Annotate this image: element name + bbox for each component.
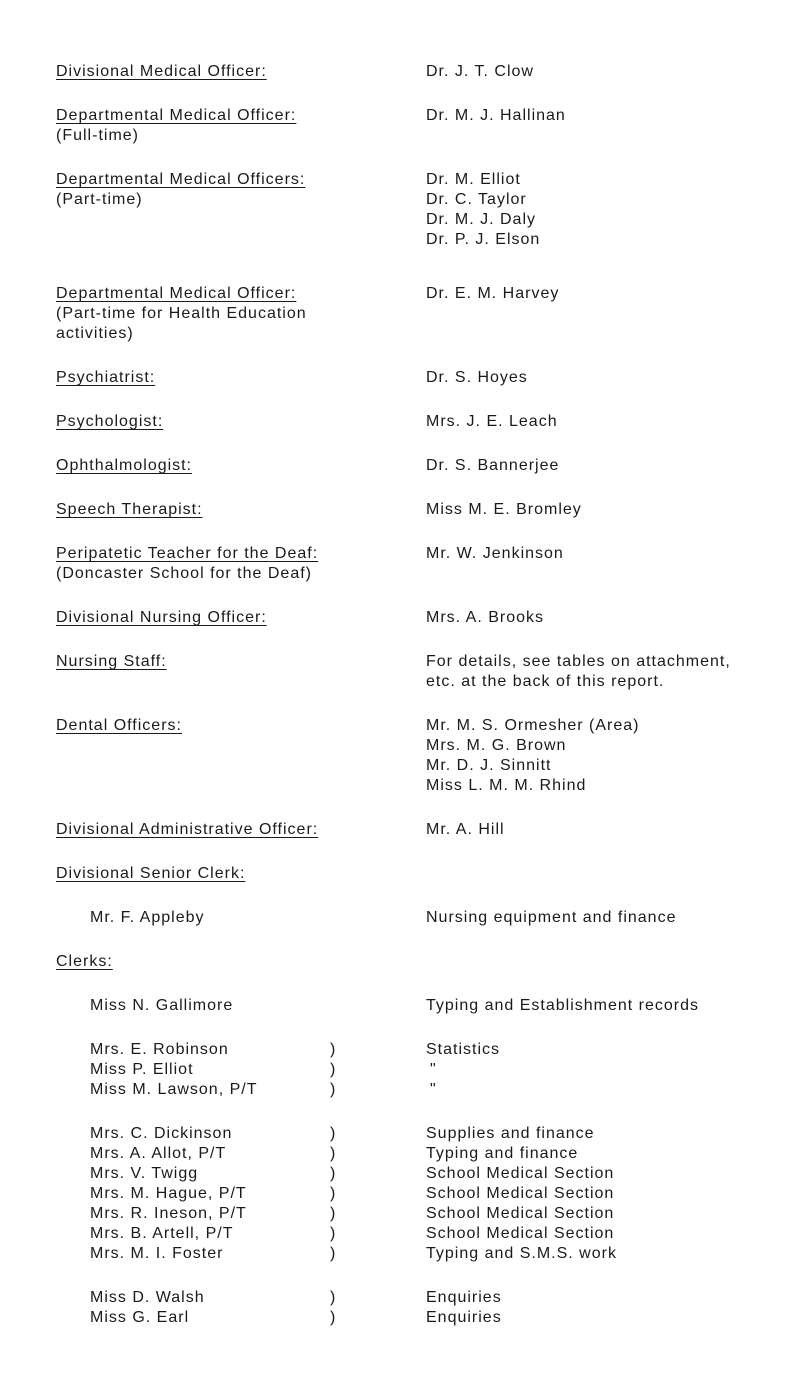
clerk-name: Miss M. Lawson, P/T — [90, 1081, 258, 1098]
role-label: Nursing Staff: — [56, 653, 167, 670]
bracket-glyph: ) — [330, 1309, 337, 1326]
clerk-duty: Enquiries — [426, 1289, 502, 1306]
bracket-glyph: ) — [330, 1061, 337, 1078]
role-qualifier: (Full-time) — [56, 127, 139, 144]
bracket-glyph: ) — [330, 1289, 337, 1306]
clerk-name: Miss D. Walsh — [90, 1289, 205, 1306]
officer-name: Dr. J. T. Clow — [426, 63, 534, 80]
bracket-glyph: ) — [330, 1245, 337, 1262]
role-label: Divisional Administrative Officer: — [56, 821, 319, 838]
officer-name: Dr. E. M. Harvey — [426, 285, 560, 302]
role-label: Psychologist: — [56, 413, 164, 430]
clerk-name: Mrs. E. Robinson — [90, 1041, 229, 1058]
officer-name: Dr. C. Taylor — [426, 191, 527, 208]
officer-name: Miss L. M. M. Rhind — [426, 777, 587, 794]
bracket-glyph: ) — [330, 1125, 337, 1142]
bracket-glyph: ) — [330, 1165, 337, 1182]
officer-name: Miss M. E. Bromley — [426, 501, 582, 518]
clerk-duty: Statistics — [426, 1041, 501, 1058]
clerk-name: Mrs. B. Artell, P/T — [90, 1225, 234, 1242]
clerk-duty: School Medical Section — [426, 1185, 615, 1202]
bracket-glyph: ) — [330, 1081, 337, 1098]
clerk-name: Miss P. Elliot — [90, 1061, 194, 1078]
clerk-name: Miss G. Earl — [90, 1309, 190, 1326]
clerk-name: Miss N. Gallimore — [90, 997, 234, 1014]
ditto-mark: " — [430, 1061, 437, 1078]
role-label: Ophthalmologist: — [56, 457, 193, 474]
clerk-name: Mrs. M. Hague, P/T — [90, 1185, 247, 1202]
clerk-duty: Supplies and finance — [426, 1125, 595, 1142]
role-qualifier: (Doncaster School for the Deaf) — [56, 565, 312, 582]
role-label: Departmental Medical Officer: — [56, 285, 297, 302]
clerk-duty: Typing and Establishment records — [426, 997, 700, 1014]
bracket-glyph: ) — [330, 1041, 337, 1058]
role-label: Peripatetic Teacher for the Deaf: — [56, 545, 319, 562]
role-qualifier: (Part-time for Health Education — [56, 305, 307, 322]
clerk-duty: Typing and S.M.S. work — [426, 1245, 617, 1262]
nursing-details-note: For details, see tables on attachment, — [426, 653, 731, 670]
clerks-heading: Clerks: — [56, 953, 113, 970]
clerk-name: Mrs. C. Dickinson — [90, 1125, 233, 1142]
role-qualifier: (Part-time) — [56, 191, 143, 208]
role-label: Departmental Medical Officers: — [56, 171, 306, 188]
bracket-glyph: ) — [330, 1225, 337, 1242]
officer-name: Mr. D. J. Sinnitt — [426, 757, 552, 774]
role-label: Divisional Medical Officer: — [56, 63, 267, 80]
bracket-glyph: ) — [330, 1145, 337, 1162]
officer-name: Dr. S. Bannerjee — [426, 457, 560, 474]
senior-clerk-duty: Nursing equipment and finance — [426, 909, 677, 926]
officer-name: Dr. M. J. Hallinan — [426, 107, 566, 124]
clerk-name: Mrs. M. I. Foster — [90, 1245, 224, 1262]
officer-name: Dr. M. Elliot — [426, 171, 521, 188]
clerk-name: Mrs. R. Ineson, P/T — [90, 1205, 247, 1222]
role-label: Speech Therapist: — [56, 501, 203, 518]
clerk-duty: School Medical Section — [426, 1205, 615, 1222]
officer-name: Dr. M. J. Daly — [426, 211, 537, 228]
officer-name: Dr. P. J. Elson — [426, 231, 541, 248]
role-label: Psychiatrist: — [56, 369, 156, 386]
nursing-details-note: etc. at the back of this report. — [426, 673, 665, 690]
officer-name: Dr. S. Hoyes — [426, 369, 528, 386]
officer-name: Mr. M. S. Ormesher (Area) — [426, 717, 640, 734]
bracket-glyph: ) — [330, 1205, 337, 1222]
clerk-name: Mrs. V. Twigg — [90, 1165, 199, 1182]
role-label: Dental Officers: — [56, 717, 182, 734]
clerk-duty: Typing and finance — [426, 1145, 579, 1162]
officer-name: Mr. W. Jenkinson — [426, 545, 564, 562]
officer-name: Mrs. A. Brooks — [426, 609, 545, 626]
role-label: Divisional Nursing Officer: — [56, 609, 267, 626]
role-label: Departmental Medical Officer: — [56, 107, 297, 124]
clerk-duty: School Medical Section — [426, 1165, 615, 1182]
clerk-name: Mrs. A. Allot, P/T — [90, 1145, 227, 1162]
officer-name: Mr. A. Hill — [426, 821, 505, 838]
bracket-glyph: ) — [330, 1185, 337, 1202]
senior-clerk-name: Mr. F. Appleby — [90, 909, 205, 926]
role-qualifier: activities) — [56, 325, 134, 342]
officer-name: Mrs. J. E. Leach — [426, 413, 558, 430]
senior-clerk-heading: Divisional Senior Clerk: — [56, 865, 246, 882]
ditto-mark: " — [430, 1081, 437, 1098]
officer-name: Mrs. M. G. Brown — [426, 737, 567, 754]
clerk-duty: Enquiries — [426, 1309, 502, 1326]
clerk-duty: School Medical Section — [426, 1225, 615, 1242]
